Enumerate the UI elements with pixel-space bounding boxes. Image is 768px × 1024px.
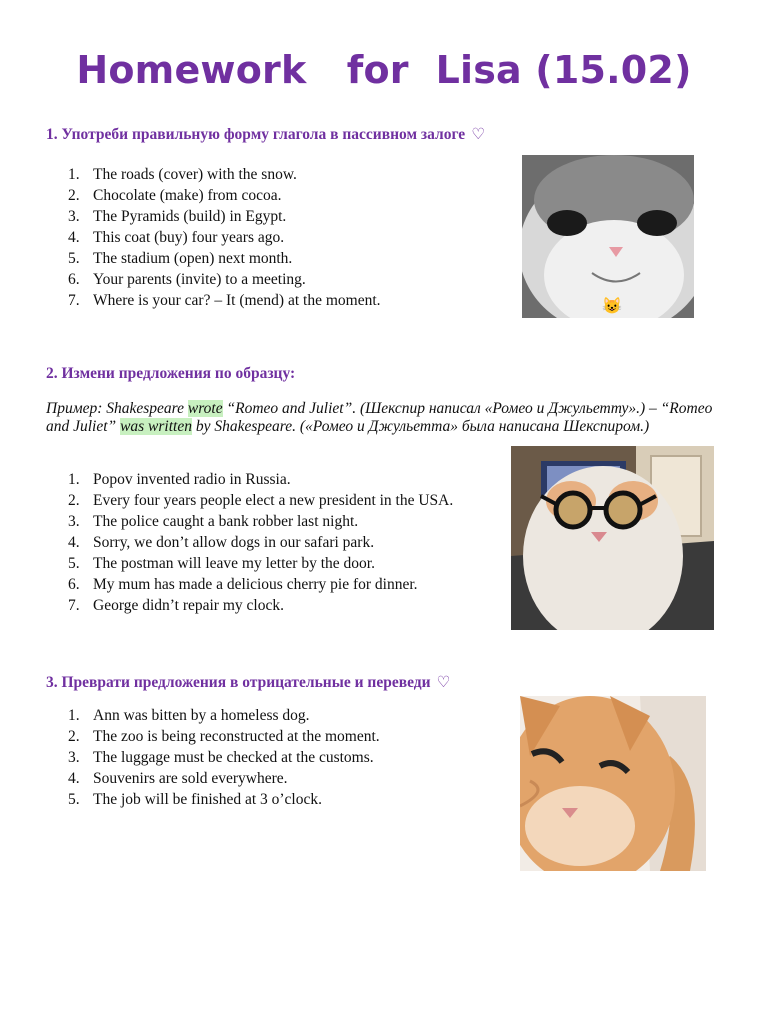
section-3-heading-text: 3. Преврати предложения в отрицательные и переведи bbox=[46, 674, 431, 691]
list-item: 3. The luggage must be checked at the customs. bbox=[68, 749, 374, 766]
list-item: 6. Your parents (invite) to a meeting. bbox=[68, 271, 306, 288]
list-item: 5. The postman will leave my letter by the door. bbox=[68, 555, 375, 572]
cat-with-glasses-photo bbox=[511, 446, 714, 630]
list-item: 3. The police caught a bank robber last night. bbox=[68, 513, 359, 530]
list-item: 1. Ann was bitten by a homeless dog. bbox=[68, 707, 310, 724]
section-2-heading: 2. Измени предложения по образцу: bbox=[46, 365, 296, 382]
list-item: 5. The stadium (open) next month. bbox=[68, 250, 293, 267]
list-item: 1. The roads (cover) with the snow. bbox=[68, 166, 297, 183]
section-3-list bbox=[46, 705, 380, 810]
list-item: 1. Popov invented radio in Russia. bbox=[68, 471, 291, 488]
section-1-list bbox=[46, 164, 381, 311]
section-3-heading bbox=[46, 673, 450, 692]
list-item: 4. Sorry, we don’t allow dogs in our safari park. bbox=[68, 534, 375, 551]
list-item: 7. Where is your car? – It (mend) at the moment. bbox=[68, 292, 381, 309]
list-item: 6. My mum has made a delicious cherry pie for dinner. bbox=[68, 576, 418, 593]
page-title: Homework for Lisa (15.02) bbox=[76, 48, 692, 92]
section-1-heading bbox=[46, 125, 485, 144]
cat-sticker-icon: 😺 bbox=[602, 298, 622, 315]
example-sentence: Пример: Shakespeare wrote “Romeo and Juliet”. (Шекспир написал «Ромео и Джульетту».) – “Romeo and Juliet” was written by Shakespeare. («Ромео и Джульетта» была написана Шекспиром.) bbox=[46, 400, 713, 435]
list-item: 2. Every four years people elect a new president in the USA. bbox=[68, 492, 454, 509]
heart-icon: ♡ bbox=[471, 126, 486, 143]
list-item: 5. The job will be finished at 3 o’clock. bbox=[68, 791, 322, 808]
highlight-wrote: wrote bbox=[187, 400, 223, 417]
smiling-gray-cat-photo bbox=[522, 155, 694, 318]
section-1-heading-text: 1. Употреби правильную форму глагола в пассивном залоге bbox=[46, 126, 466, 143]
highlight-was-written: was written bbox=[120, 418, 192, 435]
list-item: 4. Souvenirs are sold everywhere. bbox=[68, 770, 288, 787]
orange-cat-photo bbox=[520, 696, 706, 871]
list-item: 2. Chocolate (make) from cocoa. bbox=[68, 187, 282, 204]
list-item: 4. This coat (buy) four years ago. bbox=[68, 229, 285, 246]
list-item: 3. The Pyramids (build) in Egypt. bbox=[68, 208, 287, 225]
list-item: 2. The zoo is being reconstructed at the moment. bbox=[68, 728, 380, 745]
list-item: 7. George didn’t repair my clock. bbox=[68, 597, 284, 614]
section-2-list bbox=[46, 469, 453, 616]
hearts-icon: ♡ bbox=[436, 674, 451, 691]
